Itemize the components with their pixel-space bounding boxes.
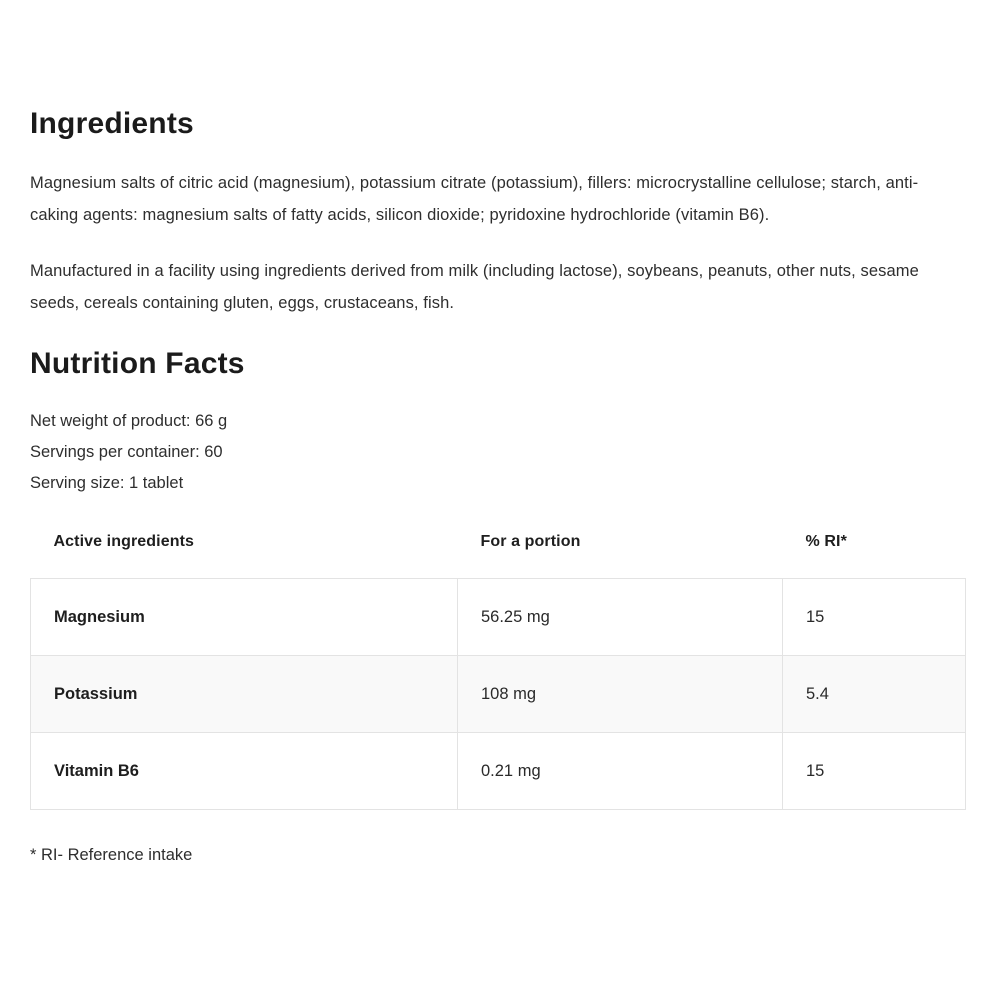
ri-value-cell: 15 bbox=[783, 579, 966, 656]
nutrition-table-header-row bbox=[31, 520, 966, 579]
ingredients-heading: Ingredients bbox=[30, 107, 194, 140]
table-row bbox=[31, 656, 966, 733]
nutrition-table bbox=[30, 520, 966, 810]
portion-value-cell: 0.21 mg bbox=[458, 733, 783, 810]
portion-value-cell: 108 mg bbox=[458, 656, 783, 733]
column-header-active-ingredients: Active ingredients bbox=[53, 533, 195, 550]
allergen-notice-paragraph: Manufactured in a facility using ingredients derived from milk (including lactose), soybeans, peanuts, other nuts, sesame seeds, cereals containing gluten, eggs, crustaceans, fish. bbox=[30, 262, 919, 312]
nutrition-facts-heading: Nutrition Facts bbox=[30, 347, 245, 380]
ri-value-cell: 15 bbox=[783, 733, 966, 810]
serving-info-block bbox=[30, 406, 965, 499]
ingredients-composition-paragraph: Magnesium salts of citric acid (magnesium), potassium citrate (potassium), fillers: microcrystalline cellulose; starch, anti-caking agents: magnesium salts of fatty acids, silicon dioxide; pyridoxine hydrochloride (vitamin B6). bbox=[30, 174, 919, 224]
reference-intake-footnote: * RI- Reference intake bbox=[30, 846, 193, 864]
ingredient-name-cell: Vitamin B6 bbox=[31, 733, 458, 810]
serving-size-line: Serving size: 1 tablet bbox=[30, 474, 184, 492]
column-header-percent-ri: % RI* bbox=[805, 533, 847, 550]
net-weight-line: Net weight of product: 66 g bbox=[30, 412, 228, 430]
portion-value-cell: 56.25 mg bbox=[458, 579, 783, 656]
column-header-for-a-portion: For a portion bbox=[480, 533, 581, 550]
ingredient-name-cell: Magnesium bbox=[31, 579, 458, 656]
servings-per-container-line: Servings per container: 60 bbox=[30, 443, 223, 461]
ri-value-cell: 5.4 bbox=[783, 656, 966, 733]
table-row bbox=[31, 733, 966, 810]
ingredient-name-cell: Potassium bbox=[31, 656, 458, 733]
table-row bbox=[31, 579, 966, 656]
